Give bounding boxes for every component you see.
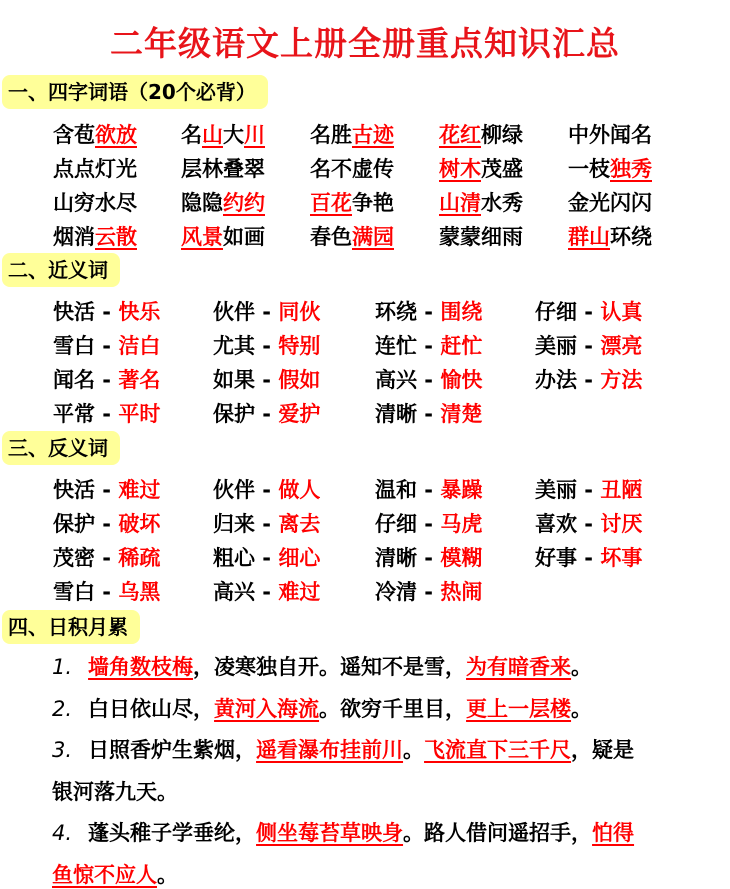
separator: - <box>255 334 279 358</box>
key-word: 花红 <box>439 123 481 147</box>
antonym-pair <box>375 542 482 572</box>
idiom <box>181 119 265 149</box>
poem-number: 4. <box>52 821 73 845</box>
word: 高兴 <box>375 368 417 392</box>
antonym-pair <box>53 576 160 606</box>
idiom <box>568 221 652 251</box>
antonym-row <box>0 542 730 576</box>
antonym-answer: 热闹 <box>440 580 483 604</box>
word-part: 环绕 <box>610 225 652 249</box>
synonym-answer: 漂亮 <box>600 334 643 358</box>
synonym-answer: 认真 <box>600 300 643 324</box>
word-part: 如画 <box>223 225 265 249</box>
key-line: 遥看瀑布挂前川 <box>256 738 404 762</box>
idiom <box>439 119 523 149</box>
word: 平常 <box>53 402 95 426</box>
poem-text: 。 <box>403 738 425 762</box>
antonym-pair <box>535 542 642 572</box>
antonym-answer: 稀疏 <box>118 546 161 570</box>
poem-text: 。路人借问遥招手， <box>403 821 593 845</box>
word: 雪白 <box>53 334 95 358</box>
antonym-answer: 坏事 <box>600 546 643 570</box>
key-line: 飞流直下三千尺 <box>424 738 572 762</box>
synonym-answer: 赶忙 <box>440 334 483 358</box>
idiom-row <box>0 221 730 255</box>
idiom <box>310 187 394 217</box>
synonym-answer: 假如 <box>278 368 321 392</box>
idiom <box>568 119 652 149</box>
synonym-pair <box>213 330 320 360</box>
separator: - <box>255 546 279 570</box>
antonym-answer: 破坏 <box>118 512 161 536</box>
separator: - <box>255 580 279 604</box>
separator: - <box>95 580 119 604</box>
word: 保护 <box>213 402 255 426</box>
idiom <box>181 153 265 183</box>
word: 伙伴 <box>213 478 255 502</box>
key-line: 墙角数枝梅 <box>88 655 194 679</box>
poem-number: 2. <box>52 696 73 721</box>
synonym-answer: 快乐 <box>118 300 161 324</box>
idiom <box>181 221 265 251</box>
poem-text: 。欲穷千里目， <box>319 696 467 721</box>
synonym-answer: 同伙 <box>278 300 321 324</box>
synonym-pair <box>535 296 642 326</box>
separator: - <box>417 512 441 536</box>
word: 伙伴 <box>213 300 255 324</box>
poem-text: 。 <box>571 655 593 679</box>
separator: - <box>417 402 441 426</box>
antonym-pair <box>213 474 320 504</box>
word-part: 中外闻名 <box>568 123 652 147</box>
key-word: 群山 <box>568 225 610 249</box>
key-word: 川 <box>244 123 265 147</box>
antonym-answer: 难过 <box>278 580 321 604</box>
poem-line <box>52 859 178 889</box>
synonym-answer: 愉快 <box>440 368 483 392</box>
word-part: 争艳 <box>352 191 394 215</box>
poem-text: 。 <box>571 696 593 721</box>
key-line: 怕得 <box>592 821 635 845</box>
key-word: 满园 <box>352 225 394 249</box>
separator: - <box>255 512 279 536</box>
antonym-answer: 马虎 <box>440 512 483 536</box>
key-line: 鱼惊不应人 <box>52 862 157 887</box>
word: 快活 <box>53 478 95 502</box>
page-title: 二年级语文上册全册重点知识汇总 <box>110 24 620 63</box>
key-word: 独秀 <box>610 157 652 181</box>
key-word: 约约 <box>223 191 265 215</box>
antonym-pair <box>213 576 320 606</box>
word: 清晰 <box>375 546 417 570</box>
separator: - <box>577 478 601 502</box>
antonym-pair <box>375 474 482 504</box>
antonym-row <box>0 474 730 508</box>
antonym-row <box>0 508 730 542</box>
word-part: 名不虚传 <box>310 157 394 181</box>
antonym-pair <box>53 508 160 538</box>
separator: - <box>577 512 601 536</box>
synonym-answer: 著名 <box>118 368 161 392</box>
antonym-answer: 乌黑 <box>118 580 161 604</box>
separator: - <box>417 580 441 604</box>
synonym-answer: 方法 <box>600 368 643 392</box>
separator: - <box>95 546 119 570</box>
word-part: 隐隐 <box>181 191 223 215</box>
section-heading: 三、反义词 <box>2 431 120 465</box>
synonym-pair <box>213 364 320 394</box>
antonym-answer: 讨厌 <box>600 512 643 536</box>
synonym-row <box>0 398 730 432</box>
idiom <box>439 153 523 183</box>
separator: - <box>577 368 601 392</box>
word: 归来 <box>213 512 255 536</box>
poem-text: 蓬头稚子学垂纶， <box>88 821 257 845</box>
poem-text: ，凌寒独自开。遥知不是雪， <box>193 655 467 679</box>
synonym-pair <box>535 364 642 394</box>
word: 仔细 <box>375 512 417 536</box>
synonym-answer: 平时 <box>118 402 161 426</box>
separator: - <box>255 300 279 324</box>
idiom-row <box>0 187 730 221</box>
key-word: 百花 <box>310 191 352 215</box>
separator: - <box>577 546 601 570</box>
word: 如果 <box>213 368 255 392</box>
word-part: 蒙蒙细雨 <box>439 225 523 249</box>
key-line: 侧坐莓苔草映身 <box>256 821 404 845</box>
key-word: 树木 <box>439 157 481 181</box>
synonym-answer: 围绕 <box>440 300 483 324</box>
poem-text: 。 <box>157 862 178 887</box>
word: 尤其 <box>213 334 255 358</box>
word: 雪白 <box>53 580 95 604</box>
idiom <box>568 153 652 183</box>
idiom <box>439 221 523 251</box>
word-part: 金光闪闪 <box>568 191 652 215</box>
key-word: 欲放 <box>95 123 137 147</box>
word-part: 水秀 <box>481 191 523 215</box>
separator: - <box>417 334 441 358</box>
key-line: 为有暗香来 <box>466 655 572 679</box>
idiom <box>310 221 394 251</box>
synonym-row <box>0 330 730 364</box>
idiom <box>53 119 137 149</box>
idiom <box>310 153 394 183</box>
poem-number: 3. <box>52 738 73 762</box>
antonym-answer: 难过 <box>118 478 161 502</box>
synonym-pair <box>53 330 160 360</box>
idiom <box>53 221 137 251</box>
word: 保护 <box>53 512 95 536</box>
separator: - <box>255 402 279 426</box>
word-part: 点点灯光 <box>53 157 137 181</box>
poem-line <box>52 693 592 723</box>
word-part: 名胜 <box>310 123 352 147</box>
word: 冷清 <box>375 580 417 604</box>
idiom <box>439 187 523 217</box>
poem-text: 银河落九天。 <box>52 779 178 804</box>
poem-line <box>52 734 634 764</box>
synonym-answer: 爱护 <box>278 402 321 426</box>
word: 连忙 <box>375 334 417 358</box>
word-part: 山穷水尽 <box>53 191 137 215</box>
separator: - <box>95 334 119 358</box>
antonym-pair <box>53 474 160 504</box>
idiom <box>181 187 265 217</box>
word-part: 柳绿 <box>481 123 523 147</box>
word: 清晰 <box>375 402 417 426</box>
word-part: 层林叠翠 <box>181 157 265 181</box>
idiom-row <box>0 153 730 187</box>
synonym-pair <box>213 398 320 428</box>
antonym-pair <box>375 508 482 538</box>
word-part: 含苞 <box>53 123 95 147</box>
separator: - <box>255 478 279 502</box>
key-word: 古迹 <box>352 123 394 147</box>
key-line: 黄河入海流 <box>214 696 320 721</box>
key-word: 云散 <box>95 225 137 249</box>
synonym-answer: 特别 <box>278 334 321 358</box>
section-heading: 二、近义词 <box>2 253 120 287</box>
synonym-pair <box>375 364 482 394</box>
antonym-answer: 暴躁 <box>440 478 483 502</box>
poem-text: ，疑是 <box>571 738 635 762</box>
word: 美丽 <box>535 478 577 502</box>
antonym-pair <box>535 508 642 538</box>
word: 美丽 <box>535 334 577 358</box>
word: 办法 <box>535 368 577 392</box>
word: 仔细 <box>535 300 577 324</box>
separator: - <box>95 368 119 392</box>
poem-text: 日照香炉生紫烟， <box>88 738 257 762</box>
separator: - <box>417 546 441 570</box>
antonym-answer: 丑陋 <box>600 478 643 502</box>
separator: - <box>417 478 441 502</box>
antonym-pair <box>213 508 320 538</box>
word: 闻名 <box>53 368 95 392</box>
word: 环绕 <box>375 300 417 324</box>
word: 喜欢 <box>535 512 577 536</box>
word: 好事 <box>535 546 577 570</box>
idiom <box>568 187 652 217</box>
antonym-answer: 离去 <box>278 512 321 536</box>
section-heading: 一、四字词语（20个必背） <box>2 75 268 109</box>
word-part: 名 <box>181 123 202 147</box>
separator: - <box>95 478 119 502</box>
antonym-pair <box>213 542 320 572</box>
synonym-pair <box>535 330 642 360</box>
poem-line <box>52 817 634 847</box>
word: 茂密 <box>53 546 95 570</box>
section-heading: 四、日积月累 <box>2 610 140 644</box>
word: 粗心 <box>213 546 255 570</box>
synonym-row <box>0 364 730 398</box>
separator: - <box>577 300 601 324</box>
key-word: 山 <box>202 123 223 147</box>
separator: - <box>95 300 119 324</box>
separator: - <box>255 368 279 392</box>
word: 快活 <box>53 300 95 324</box>
word: 高兴 <box>213 580 255 604</box>
synonym-pair <box>53 398 160 428</box>
separator: - <box>417 300 441 324</box>
antonym-row <box>0 576 730 610</box>
poem-line <box>52 776 178 806</box>
separator: - <box>95 512 119 536</box>
idiom <box>310 119 394 149</box>
poem-line <box>52 651 592 681</box>
key-word: 山清 <box>439 191 481 215</box>
antonym-pair <box>375 576 482 606</box>
word-part: 春色 <box>310 225 352 249</box>
synonym-pair <box>375 330 482 360</box>
word-part: 茂盛 <box>481 157 523 181</box>
synonym-pair <box>213 296 320 326</box>
separator: - <box>577 334 601 358</box>
synonym-pair <box>375 398 482 428</box>
word-part: 大 <box>223 123 244 147</box>
antonym-answer: 细心 <box>278 546 321 570</box>
word-part: 烟消 <box>53 225 95 249</box>
synonym-row <box>0 296 730 330</box>
synonym-pair <box>53 364 160 394</box>
antonym-pair <box>53 542 160 572</box>
synonym-pair <box>375 296 482 326</box>
antonym-answer: 做人 <box>278 478 321 502</box>
word-part: 一枝 <box>568 157 610 181</box>
idiom <box>53 187 137 217</box>
separator: - <box>417 368 441 392</box>
synonym-answer: 清楚 <box>440 402 483 426</box>
poem-number: 1. <box>52 655 73 679</box>
key-word: 风景 <box>181 225 223 249</box>
key-line: 更上一层楼 <box>466 696 572 721</box>
synonym-pair <box>53 296 160 326</box>
separator: - <box>95 402 119 426</box>
poem-text: 白日依山尽， <box>88 696 215 721</box>
word: 温和 <box>375 478 417 502</box>
synonym-answer: 洁白 <box>118 334 161 358</box>
idiom <box>53 153 137 183</box>
antonym-answer: 模糊 <box>440 546 483 570</box>
antonym-pair <box>535 474 642 504</box>
idiom-row <box>0 119 730 153</box>
